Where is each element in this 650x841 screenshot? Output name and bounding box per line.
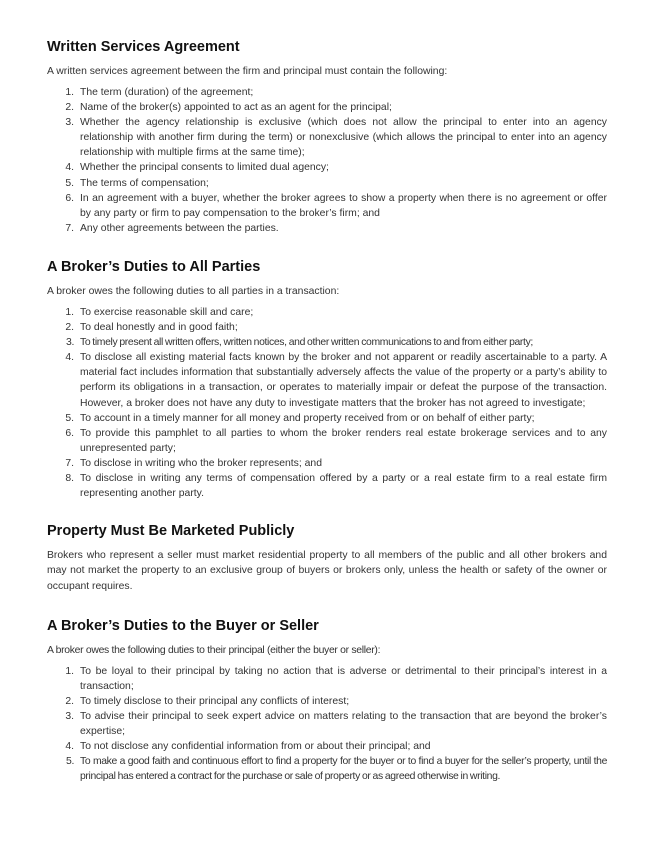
- list-item: [47, 305, 607, 320]
- section-body: Brokers who represent a seller must market residential property to all members of the public and all other brokers and may not market the property to an exclusive group of buyers or brokers only, unless the health or safety of the owner or occupant requires.: [47, 550, 607, 592]
- section-intro: A broker owes the following duties to their principal (either the buyer or seller):: [47, 644, 381, 656]
- list-item: [47, 739, 607, 754]
- document-page: [47, 36, 607, 785]
- list-item-text: To make a good faith and continuous effort to find a property for the buyer or to find a buyer for the seller’s property, until the principal has entered a contract for the purchase or sale of property or as agreed otherwise in writing.: [80, 756, 607, 783]
- list-item-text: In an agreement with a buyer, whether the broker agrees to show a property when there is no agreement or offer by any party or firm to pay compensation to the broker’s firm; and: [80, 192, 607, 219]
- list-item-text: The term (duration) of the agreement;: [80, 87, 254, 98]
- list-item: [47, 664, 607, 694]
- section-duties-to-all-parties: [47, 256, 607, 501]
- list-number: 7.: [65, 457, 74, 469]
- list-item: [47, 754, 607, 784]
- list-item: [47, 221, 607, 236]
- list-number: 3.: [66, 337, 74, 349]
- list-number: 5.: [65, 177, 74, 189]
- list-item-text: Name of the broker(s) appointed to act as an agent for the principal;: [80, 102, 392, 114]
- list-item-text: To timely disclose to their principal any conflicts of interest;: [80, 695, 350, 707]
- list-item-text: Whether the agency relationship is exclusive (which does not allow the principal to enter into an agency relationship with another firm during the term) or nonexclusive (which allows the principal to enter into an agency relationship with multiple firms at the same time);: [80, 117, 607, 159]
- list-item-text: The terms of compensation;: [80, 177, 209, 189]
- list-item: [47, 471, 607, 501]
- list-item: [47, 426, 607, 456]
- list-number: 5.: [65, 412, 74, 424]
- list-item: [47, 85, 607, 100]
- list-item: [47, 320, 607, 335]
- list-item: [47, 709, 607, 739]
- list-item: [47, 335, 607, 350]
- section-heading: Property Must Be Marketed Publicly: [47, 523, 295, 540]
- list-item-text: Whether the principal consents to limited dual agency;: [80, 162, 329, 174]
- list-item-text: To timely present all written offers, written notices, and other written communications to and from either party;: [80, 337, 533, 349]
- list-number: 1.: [65, 306, 74, 318]
- list-item-text: To deal honestly and in good faith;: [80, 322, 238, 334]
- list-number: 4.: [65, 352, 74, 364]
- numbered-list: [47, 85, 607, 236]
- list-item: [47, 160, 607, 175]
- list-item-text: To be loyal to their principal by taking no action that is adverse or detrimental to their principal’s interest in a transaction;: [80, 665, 607, 692]
- section-written-services-agreement: [47, 36, 607, 236]
- list-item: [47, 100, 607, 115]
- list-item-text: To disclose in writing who the broker represents; and: [80, 457, 322, 469]
- list-number: 6.: [65, 192, 74, 204]
- list-number: 8.: [65, 472, 74, 484]
- list-item: [47, 694, 607, 709]
- list-item-text: To provide this pamphlet to all parties to whom the broker renders real estate brokerage services and to any unrepresented party;: [80, 427, 607, 454]
- list-number: 3.: [65, 711, 74, 723]
- numbered-list: [47, 305, 607, 501]
- list-item: [47, 456, 607, 471]
- section-heading: A Broker’s Duties to All Parties: [47, 258, 261, 275]
- list-item: [47, 350, 607, 410]
- section-property-marketed-publicly: [47, 520, 607, 594]
- list-item: [47, 176, 607, 191]
- list-number: 4.: [65, 741, 74, 753]
- list-item-text: To not disclose any confidential information from or about their principal; and: [80, 741, 431, 753]
- list-item: [47, 115, 607, 160]
- list-number: 5.: [66, 756, 74, 768]
- section-heading: Written Services Agreement: [47, 39, 240, 55]
- list-item-text: To disclose all existing material facts known by the broker and not apparent or readily ascertainable to a party. A material fact includes information that substantially adversely affects the value of the property or a party’s ability to perform its obligations in a transaction, or operates to materially impair or defeat the purpose of the transaction. However, a broker does not have any duty to investigate matters that the broker has not agreed to investigate;: [80, 352, 607, 409]
- list-number: 1.: [65, 87, 74, 98]
- list-number: 6.: [65, 427, 74, 439]
- list-item-text: Any other agreements between the parties.: [80, 222, 279, 234]
- list-number: 1.: [65, 665, 74, 677]
- list-number: 2.: [65, 695, 74, 707]
- list-number: 3.: [65, 117, 74, 129]
- numbered-list: [47, 664, 607, 785]
- list-number: 4.: [65, 162, 74, 174]
- list-item-text: To disclose in writing any terms of compensation offered by a party or a real estate firm to a real estate firm representing another party.: [80, 472, 607, 500]
- section-duties-to-buyer-or-seller: [47, 615, 607, 785]
- list-number: 2.: [65, 322, 74, 334]
- list-item-text: To account in a timely manner for all money and property received from or on behalf of either party;: [80, 412, 535, 424]
- section-intro: A written services agreement between the firm and principal must contain the following:: [47, 66, 448, 77]
- list-number: 2.: [65, 102, 74, 114]
- list-item: [47, 191, 607, 221]
- section-heading: A Broker’s Duties to the Buyer or Seller: [47, 617, 319, 634]
- list-item: [47, 411, 607, 426]
- list-item-text: To exercise reasonable skill and care;: [80, 306, 254, 318]
- list-number: 7.: [65, 222, 74, 234]
- list-item-text: To advise their principal to seek expert advice on matters relating to the transaction that are beyond the broker’s expertise;: [80, 711, 607, 738]
- section-intro: A broker owes the following duties to all parties in a transaction:: [47, 285, 340, 297]
